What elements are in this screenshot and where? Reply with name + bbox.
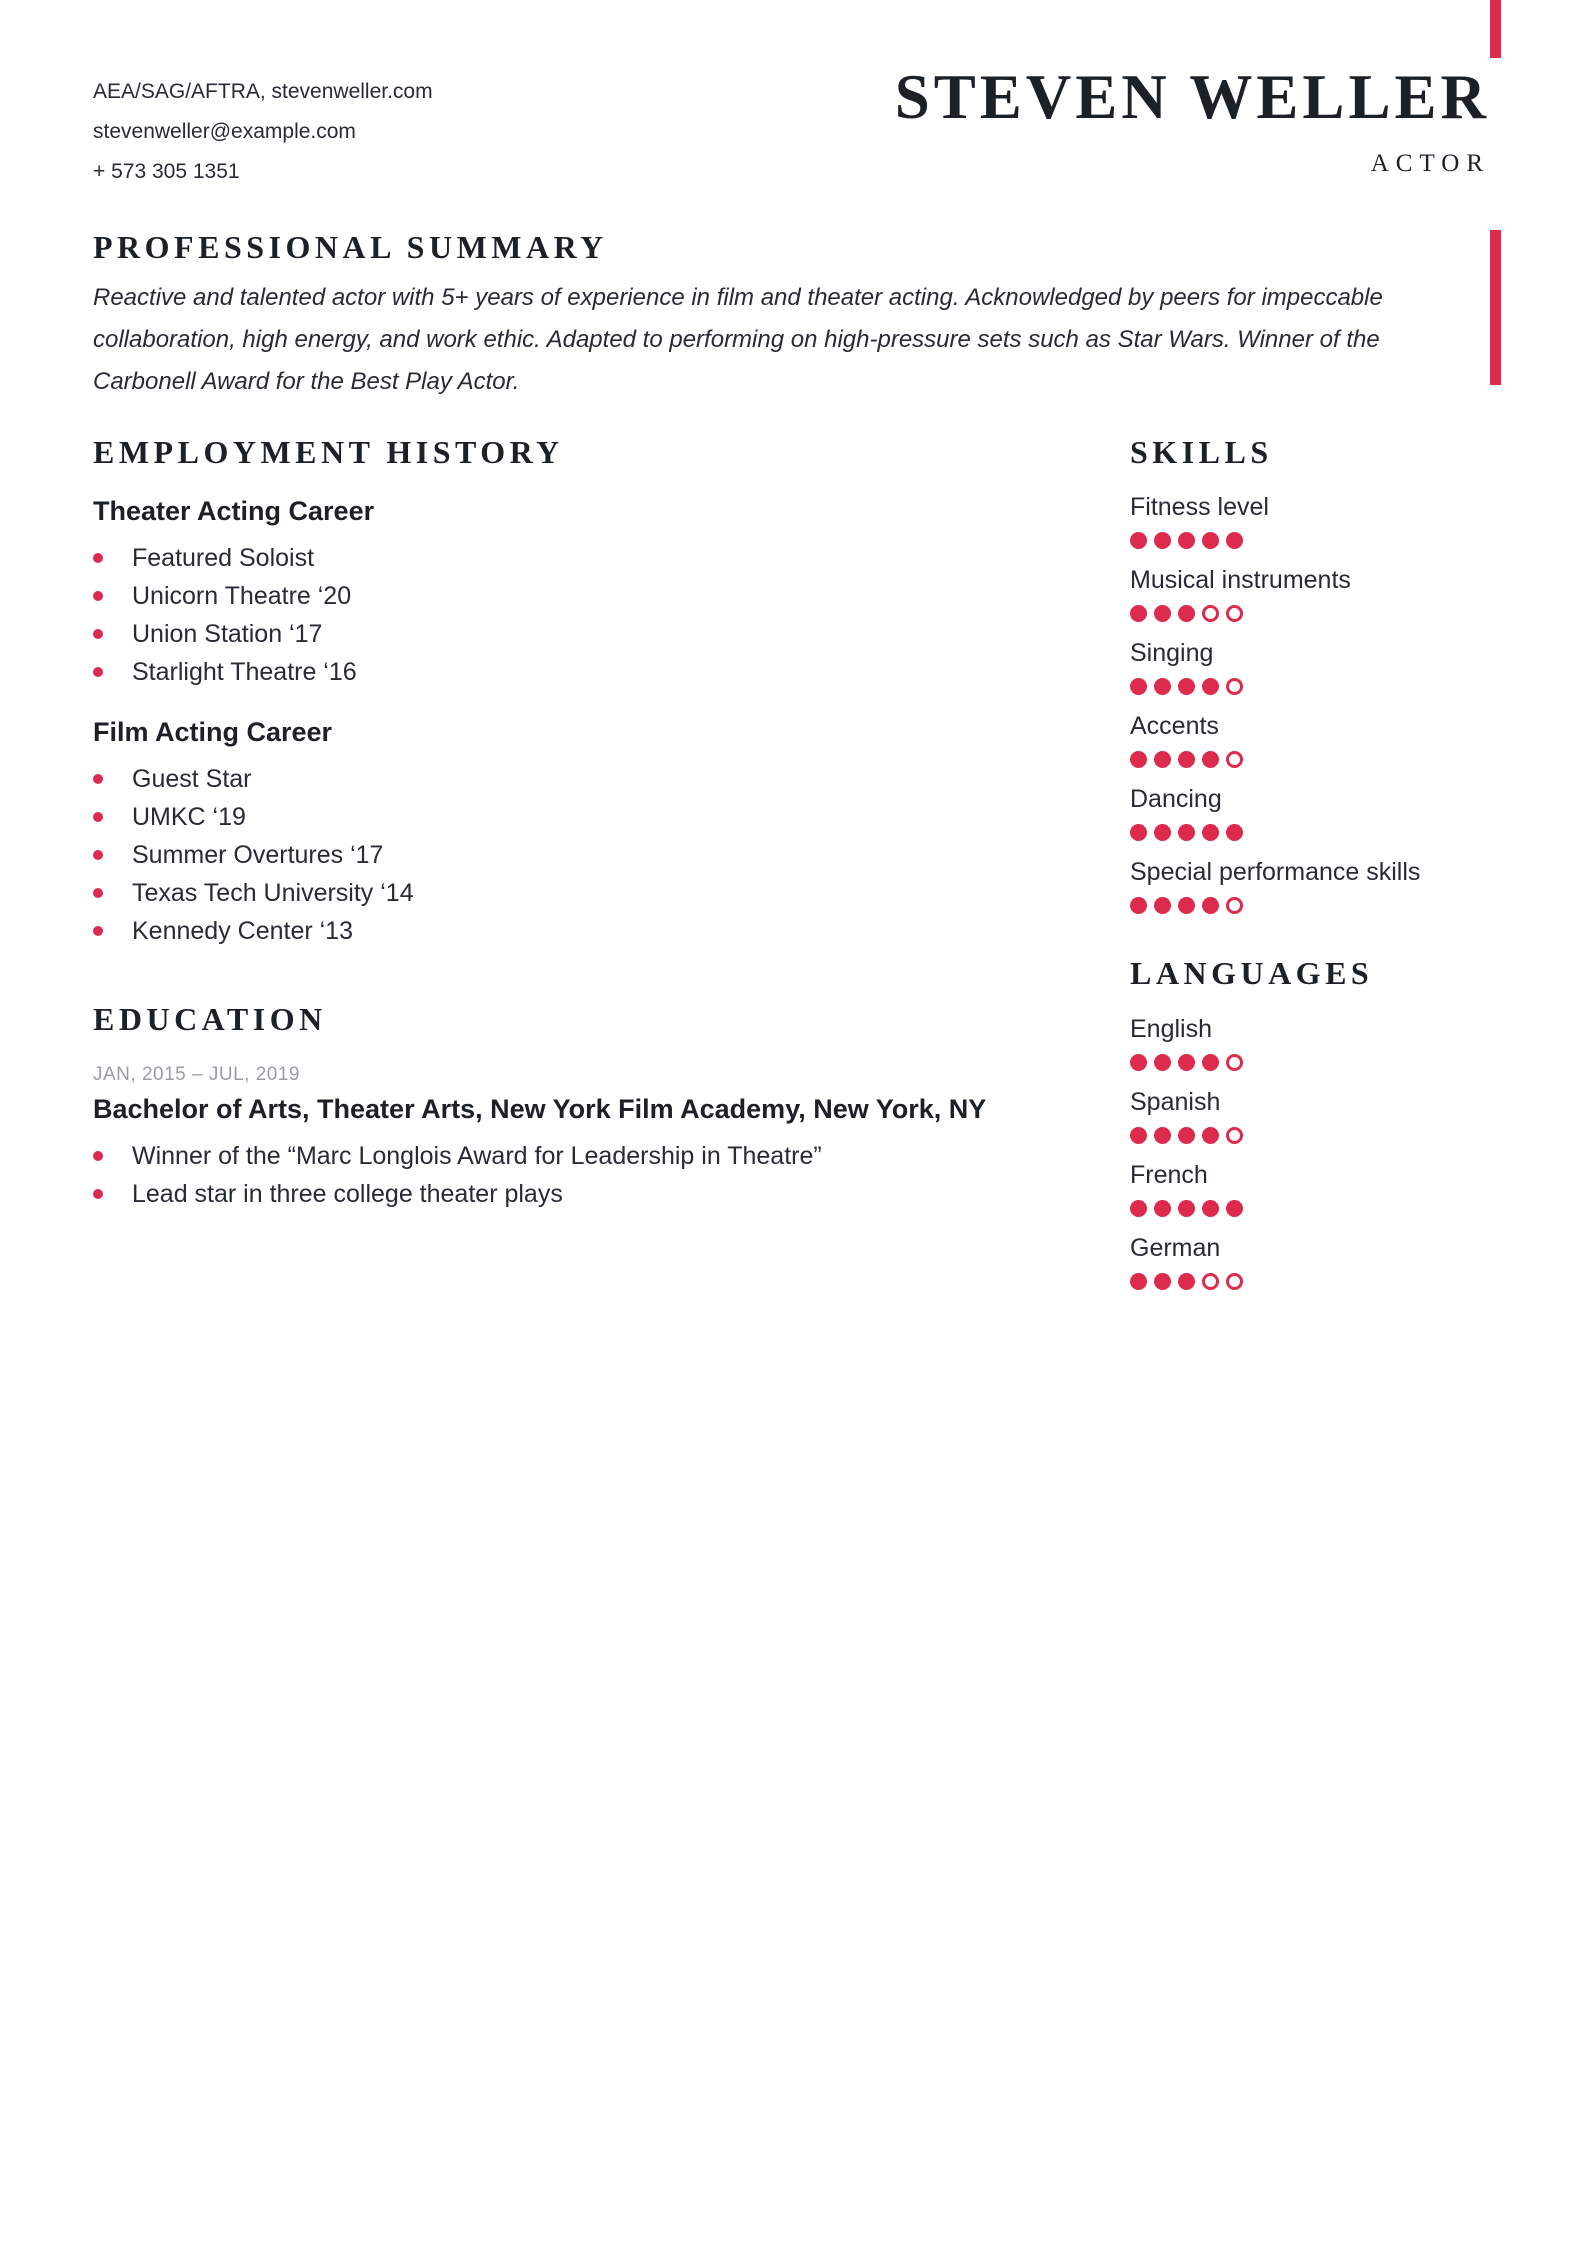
language-rating [1130, 1273, 1490, 1290]
bullet-dot-icon [93, 553, 103, 563]
employment-item-text: Texas Tech University ‘14 [132, 879, 414, 908]
education-list-item [93, 1175, 1130, 1213]
rating-dot-empty-icon [1226, 1273, 1243, 1290]
rating-dot-filled-icon [1202, 1200, 1219, 1217]
rating-dot-empty-icon [1226, 897, 1243, 914]
language-rating [1130, 1054, 1490, 1071]
rating-dot-filled-icon [1202, 824, 1219, 841]
employment-history-heading: EMPLOYMENT HISTORY [93, 434, 564, 471]
employment-list-item [93, 836, 1130, 874]
skill-item [1130, 565, 1490, 622]
employment-item-text: Guest Star [132, 765, 252, 794]
skill-item [1130, 711, 1490, 768]
skill-label: Singing [1130, 639, 1214, 668]
rating-dot-empty-icon [1226, 1054, 1243, 1071]
bullet-dot-icon [93, 1151, 103, 1161]
skill-item [1130, 784, 1490, 841]
bullet-dot-icon [93, 888, 103, 898]
skills-list [1130, 492, 1490, 914]
rating-dot-filled-icon [1226, 824, 1243, 841]
skill-item [1130, 492, 1490, 549]
skill-item [1130, 638, 1490, 695]
rating-dot-filled-icon [1154, 605, 1171, 622]
education-list-item [93, 1137, 1130, 1175]
education-section [93, 1002, 1130, 1212]
employment-list-item [93, 653, 1130, 691]
header [0, 0, 1588, 192]
employment-item-text: UMKC ‘19 [132, 803, 246, 832]
rating-dot-filled-icon [1202, 532, 1219, 549]
bullet-dot-icon [93, 667, 103, 677]
rating-dot-filled-icon [1178, 1200, 1195, 1217]
rating-dot-filled-icon [1202, 1054, 1219, 1071]
rating-dot-filled-icon [1178, 532, 1195, 549]
skill-item [1130, 857, 1490, 914]
education-heading: EDUCATION [93, 1001, 327, 1038]
professional-summary-text: Reactive and talented actor with 5+ years of experience in film and theater acting. Acknowledged by peers for impeccable collaboration, high energy, and work ethic. Adapted to performing on high-pressure sets such as Star Wars. Winner of the Carbonell Award for the Best Play Actor. [93, 284, 1383, 396]
rating-dot-filled-icon [1154, 824, 1171, 841]
rating-dot-filled-icon [1202, 751, 1219, 768]
rating-dot-empty-icon [1226, 751, 1243, 768]
rating-dot-filled-icon [1226, 1200, 1243, 1217]
rating-dot-filled-icon [1154, 1200, 1171, 1217]
rating-dot-filled-icon [1178, 1054, 1195, 1071]
bullet-dot-icon [93, 1189, 103, 1199]
employment-list-item [93, 615, 1130, 653]
candidate-name: STEVEN WELLER [894, 62, 1490, 132]
rating-dot-empty-icon [1202, 605, 1219, 622]
employment-item-text: Summer Overtures ‘17 [132, 841, 384, 870]
language-item [1130, 1014, 1490, 1071]
bullet-dot-icon [93, 774, 103, 784]
employment-item-list [93, 539, 1130, 691]
rating-dot-filled-icon [1130, 751, 1147, 768]
rating-dot-filled-icon [1130, 1273, 1147, 1290]
education-degree: Bachelor of Arts, Theater Arts, New York Film Academy, New York, NY [93, 1093, 987, 1124]
rating-dot-filled-icon [1130, 678, 1147, 695]
rating-dot-filled-icon [1178, 678, 1195, 695]
bullet-dot-icon [93, 812, 103, 822]
language-rating [1130, 1127, 1490, 1144]
skill-label: Fitness level [1130, 493, 1269, 522]
rating-dot-filled-icon [1202, 678, 1219, 695]
employment-list-item [93, 760, 1130, 798]
employment-item-list [93, 760, 1130, 950]
employment-list-item [93, 798, 1130, 836]
contact-block [93, 64, 433, 192]
rating-dot-filled-icon [1178, 751, 1195, 768]
rating-dot-filled-icon [1154, 678, 1171, 695]
main-columns [0, 435, 1588, 1305]
education-date-range: JAN, 2015 – JUL, 2019 [93, 1063, 300, 1085]
right-column [1130, 435, 1490, 1305]
education-item-text: Winner of the “Marc Longlois Award for Leadership in Theatre” [132, 1141, 822, 1170]
contact-phone: + 573 305 1351 [93, 160, 240, 183]
employment-list-item [93, 912, 1130, 950]
skill-label: Musical instruments [1130, 566, 1351, 595]
employment-item-text: Starlight Theatre ‘16 [132, 658, 357, 687]
rating-dot-filled-icon [1130, 605, 1147, 622]
bullet-dot-icon [93, 591, 103, 601]
rating-dot-filled-icon [1178, 1127, 1195, 1144]
skill-rating [1130, 532, 1490, 549]
language-item [1130, 1087, 1490, 1144]
language-label: French [1130, 1160, 1208, 1189]
rating-dot-filled-icon [1154, 1054, 1171, 1071]
employment-subsection-title: Theater Acting Career [93, 496, 375, 527]
rating-dot-filled-icon [1226, 532, 1243, 549]
rating-dot-filled-icon [1154, 1273, 1171, 1290]
name-block [895, 64, 1490, 178]
education-item-list [93, 1137, 1130, 1213]
rating-dot-empty-icon [1202, 1273, 1219, 1290]
bullet-dot-icon [93, 629, 103, 639]
skill-rating [1130, 751, 1490, 768]
rating-dot-empty-icon [1226, 678, 1243, 695]
rating-dot-filled-icon [1154, 897, 1171, 914]
bullet-dot-icon [93, 850, 103, 860]
rating-dot-filled-icon [1130, 1127, 1147, 1144]
language-label: English [1130, 1014, 1212, 1043]
language-item [1130, 1233, 1490, 1290]
language-item [1130, 1160, 1490, 1217]
language-rating [1130, 1200, 1490, 1217]
employment-item-text: Unicorn Theatre ‘20 [132, 582, 352, 611]
rating-dot-filled-icon [1130, 897, 1147, 914]
languages-heading: LANGUAGES [1130, 955, 1374, 992]
skill-label: Special performance skills [1130, 858, 1421, 887]
employment-history-section [93, 496, 1130, 950]
professional-summary-heading: PROFESSIONAL SUMMARY [93, 229, 608, 265]
employment-subsection-title: Film Acting Career [93, 717, 333, 748]
rating-dot-filled-icon [1130, 1200, 1147, 1217]
language-label: German [1130, 1233, 1221, 1262]
rating-dot-filled-icon [1130, 824, 1147, 841]
employment-item-text: Union Station ‘17 [132, 620, 323, 649]
skill-rating [1130, 605, 1490, 622]
accent-bar-middle [1490, 230, 1501, 385]
language-label: Spanish [1130, 1087, 1221, 1116]
rating-dot-filled-icon [1178, 605, 1195, 622]
rating-dot-empty-icon [1226, 605, 1243, 622]
skill-label: Dancing [1130, 785, 1222, 814]
rating-dot-filled-icon [1178, 1273, 1195, 1290]
bullet-dot-icon [93, 926, 103, 936]
accent-bar-top [1490, 0, 1501, 58]
rating-dot-filled-icon [1202, 897, 1219, 914]
rating-dot-filled-icon [1154, 1127, 1171, 1144]
skill-rating [1130, 824, 1490, 841]
rating-dot-empty-icon [1226, 1127, 1243, 1144]
candidate-job-title: ACTOR [1370, 150, 1490, 178]
employment-list-item [93, 539, 1130, 577]
rating-dot-filled-icon [1154, 532, 1171, 549]
skill-rating [1130, 678, 1490, 695]
employment-item-text: Featured Soloist [132, 544, 315, 573]
employment-list-item [93, 874, 1130, 912]
languages-list [1130, 1014, 1490, 1290]
rating-dot-filled-icon [1154, 751, 1171, 768]
left-column [93, 435, 1130, 1305]
rating-dot-filled-icon [1178, 897, 1195, 914]
rating-dot-filled-icon [1130, 1054, 1147, 1071]
rating-dot-filled-icon [1130, 532, 1147, 549]
professional-summary-section [0, 230, 1588, 403]
rating-dot-filled-icon [1202, 1127, 1219, 1144]
contact-email: stevenweller@example.com [93, 120, 356, 143]
education-item-text: Lead star in three college theater plays [132, 1179, 563, 1208]
rating-dot-filled-icon [1178, 824, 1195, 841]
skill-label: Accents [1130, 712, 1219, 741]
employment-item-text: Kennedy Center ‘13 [132, 917, 353, 946]
employment-list-item [93, 577, 1130, 615]
skill-rating [1130, 897, 1490, 914]
skills-heading: SKILLS [1130, 434, 1273, 471]
contact-memberships-website: AEA/SAG/AFTRA, stevenweller.com [93, 80, 433, 103]
